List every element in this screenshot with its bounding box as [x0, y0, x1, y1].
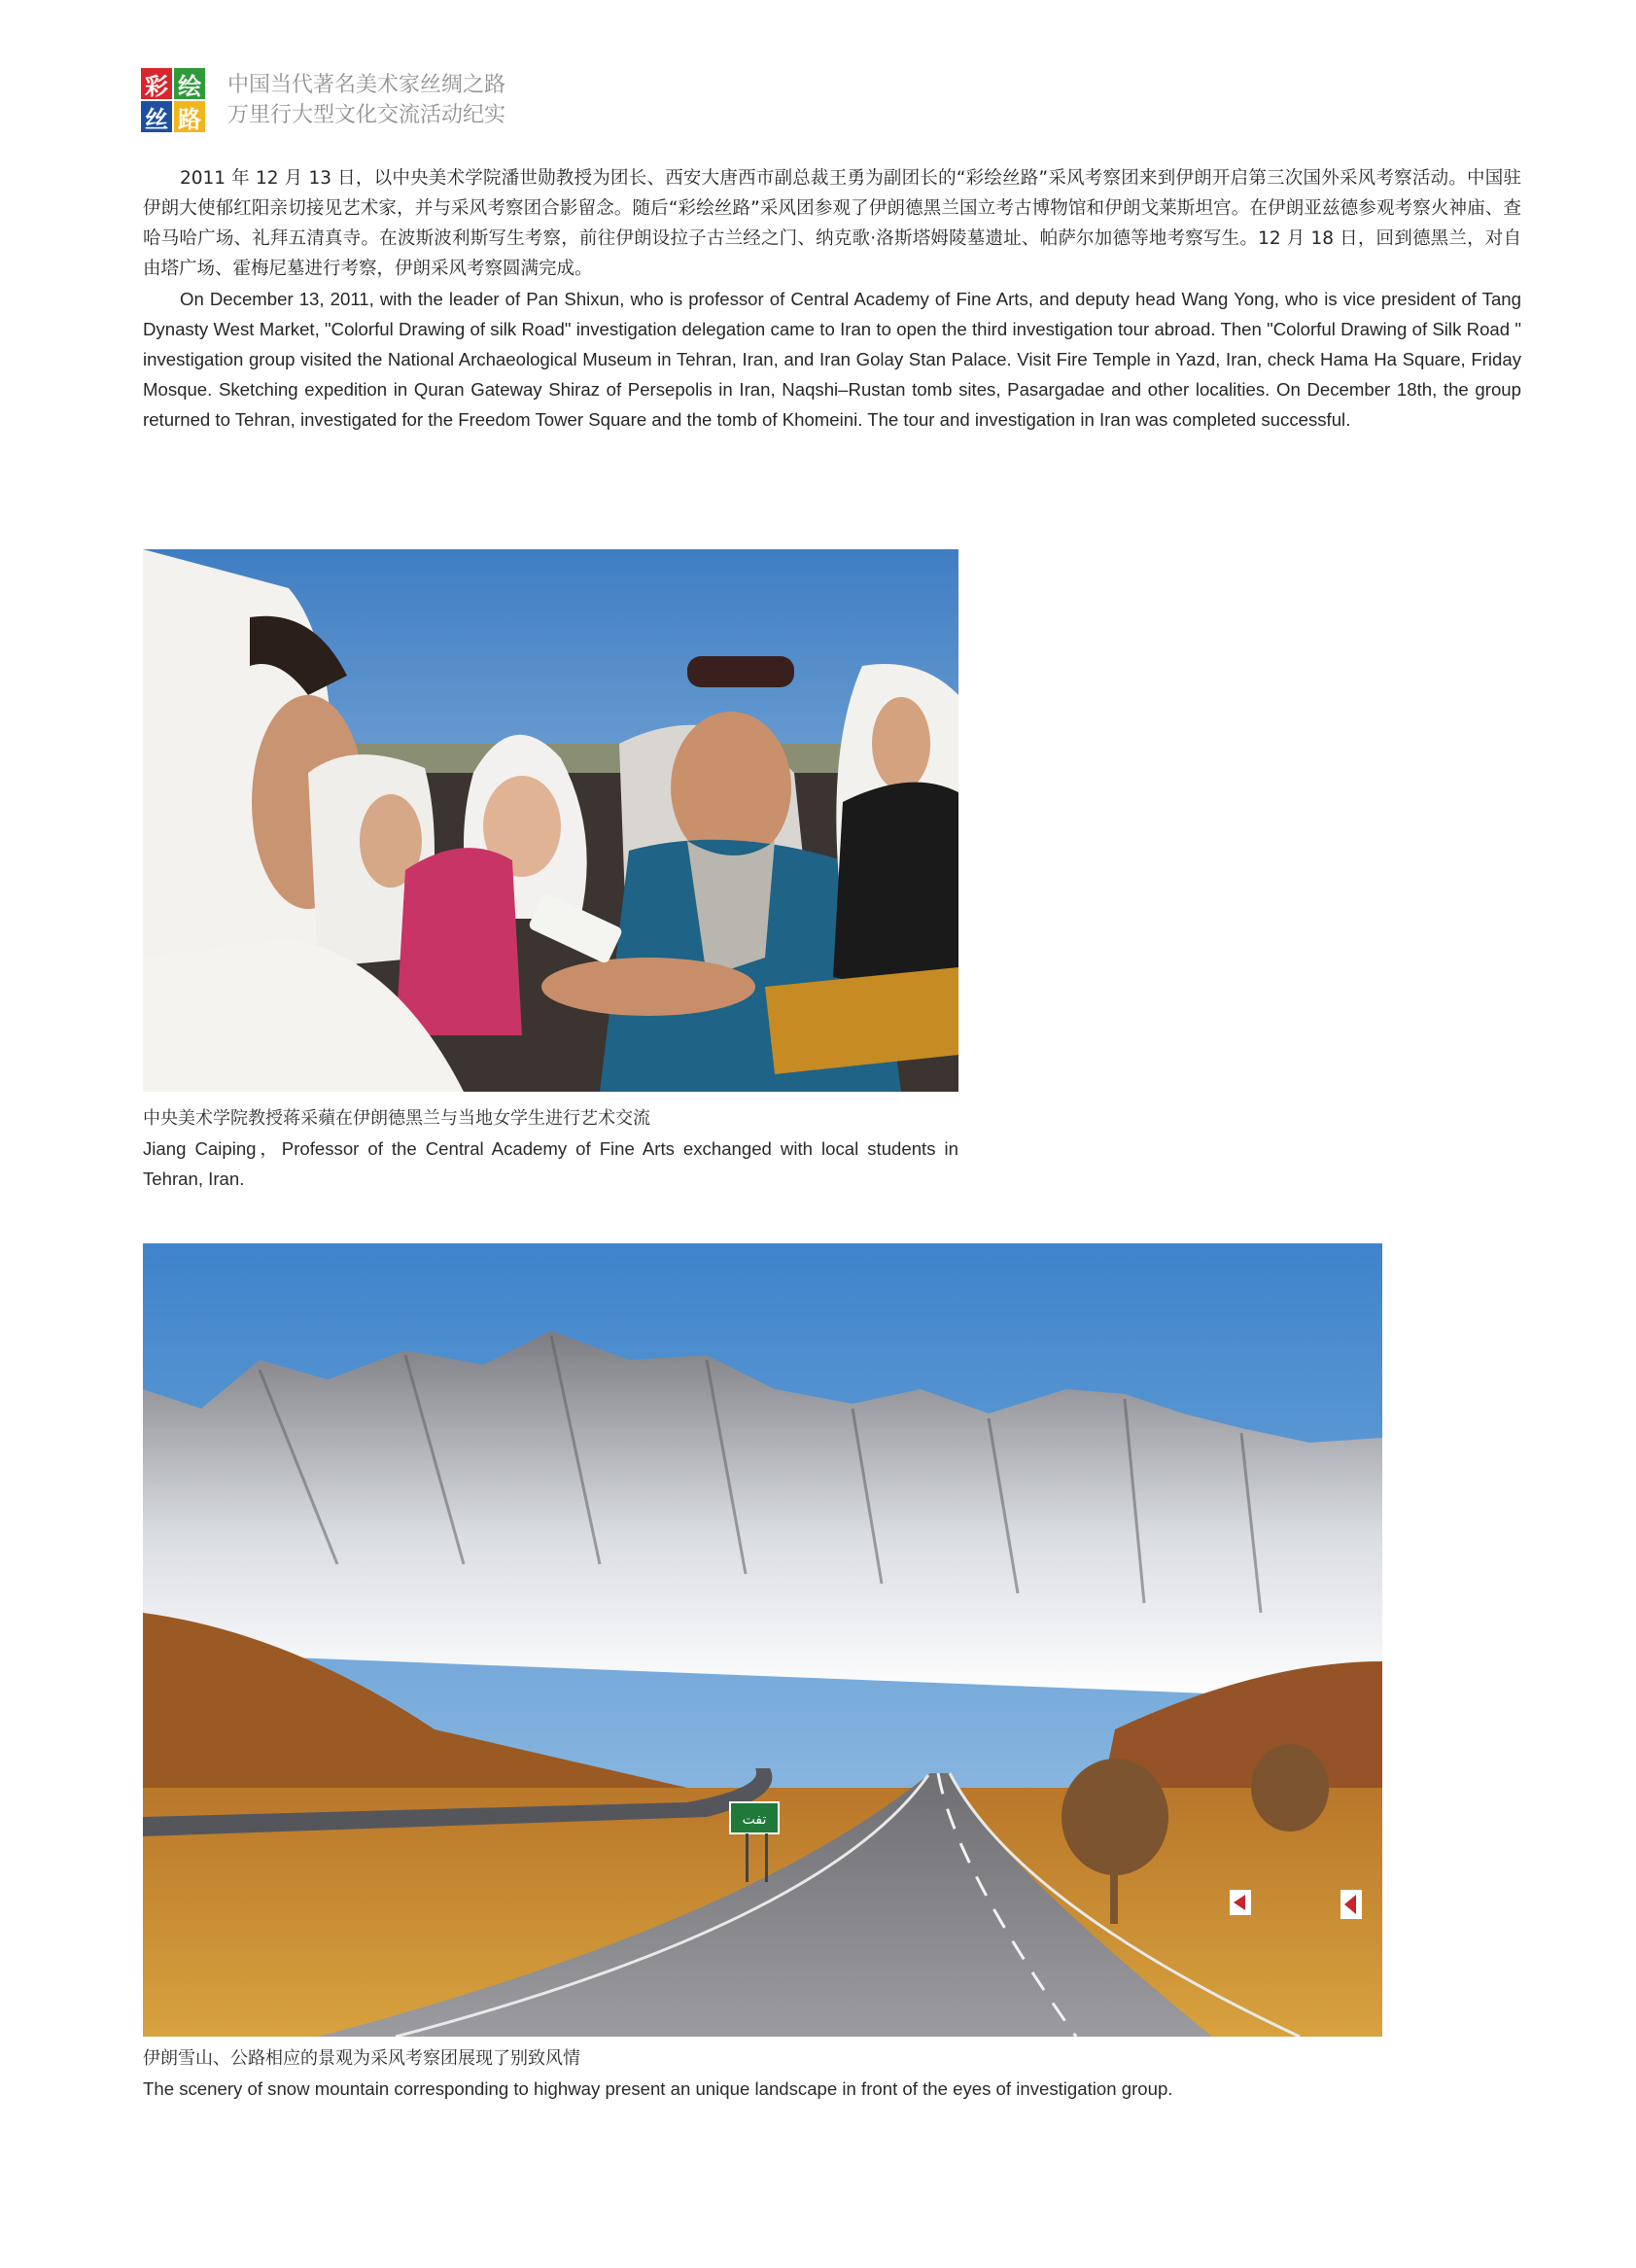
logo-tile: 彩 — [141, 68, 172, 99]
photo2-caption — [143, 2043, 1382, 2104]
intro-paragraph-zh: 2011 年 12 月 13 日，以中央美术学院潘世勋教授为团长、西安大唐西市副总裁王勇为副团长的“彩绘丝路”采风考察团来到伊朗开启第三次国外采风考察活动。中国驻伊朗大使郁红阳亲切接见艺术家，并与采风考察团合影留念。随后“彩绘丝路”采风团参观了伊朗德黑兰国立考古博物馆和伊朗戈莱斯坦宫。在伊朗亚兹德参观考察火神庙、查哈马哈广场、礼拜五清真寺。在波斯波利斯写生考察，前往伊朗设拉子古兰经之门、纳克歌·洛斯塔姆陵墓遗址、帕萨尔加德等地考察写生。12 月 18 日，回到德黑兰，对自由塔广场、霍梅尼墓进行考察，伊朗采风考察圆满完成。 — [143, 168, 1521, 279]
page-header — [227, 70, 505, 130]
logo-tile: 绘 — [174, 68, 205, 99]
photo-snow-mountain-road — [143, 1243, 1382, 2037]
logo-tile: 路 — [174, 101, 205, 132]
photo1-caption — [143, 1103, 958, 1194]
photo2-caption-en: The scenery of snow mountain corresponding to highway present an unique landscape in front of the eyes of investigation group. — [143, 2078, 1173, 2099]
photo-students-exchange — [143, 549, 958, 1092]
silk-road-logo — [141, 68, 205, 132]
intro-text — [143, 163, 1521, 435]
logo-tile: 丝 — [141, 101, 172, 132]
photo1-caption-zh: 中央美术学院教授蒋采蘋在伊朗德黑兰与当地女学生进行艺术交流 — [143, 1108, 650, 1129]
road-sign-text: تفت — [742, 1812, 767, 1828]
header-line-2: 万里行大型文化交流活动纪实 — [227, 103, 506, 127]
photo2-caption-zh: 伊朗雪山、公路相应的景观为采风考察团展现了别致风情 — [143, 2048, 580, 2069]
header-line-1: 中国当代著名美术家丝绸之路 — [227, 73, 506, 97]
photo1-caption-en: Jiang Caiping，Professor of the Central Academy of Fine Arts exchanged with local students in Tehran, Iran. — [143, 1138, 958, 1189]
intro-paragraph-en: On December 13, 2011, with the leader of Pan Shixun, who is professor of Central Academy of Fine Arts, and deputy head Wang Yong, who is vice president of Tang Dynasty West Market, "Colorful Drawing of silk Road" investigation delegation came to Iran to open the third investigation tour abroad. Then "Colorful Drawing of Silk Road " investigation group visited the National Archaeological Museum in Tehran, Iran, and Iran Golay Stan Palace. Visit Fire Temple in Yazd, Iran, check Hama Ha Square, Friday Mosque. Sketching expedition in Quran Gateway Shiraz of Persepolis in Iran, Naqshi–Rustan tomb sites, Pasargadae and other localities. On December 18th, the group returned to Tehran, investigated for the Freedom Tower Square and the tomb of Khomeini. The tour and investigation in Iran was completed successful. — [143, 289, 1521, 430]
